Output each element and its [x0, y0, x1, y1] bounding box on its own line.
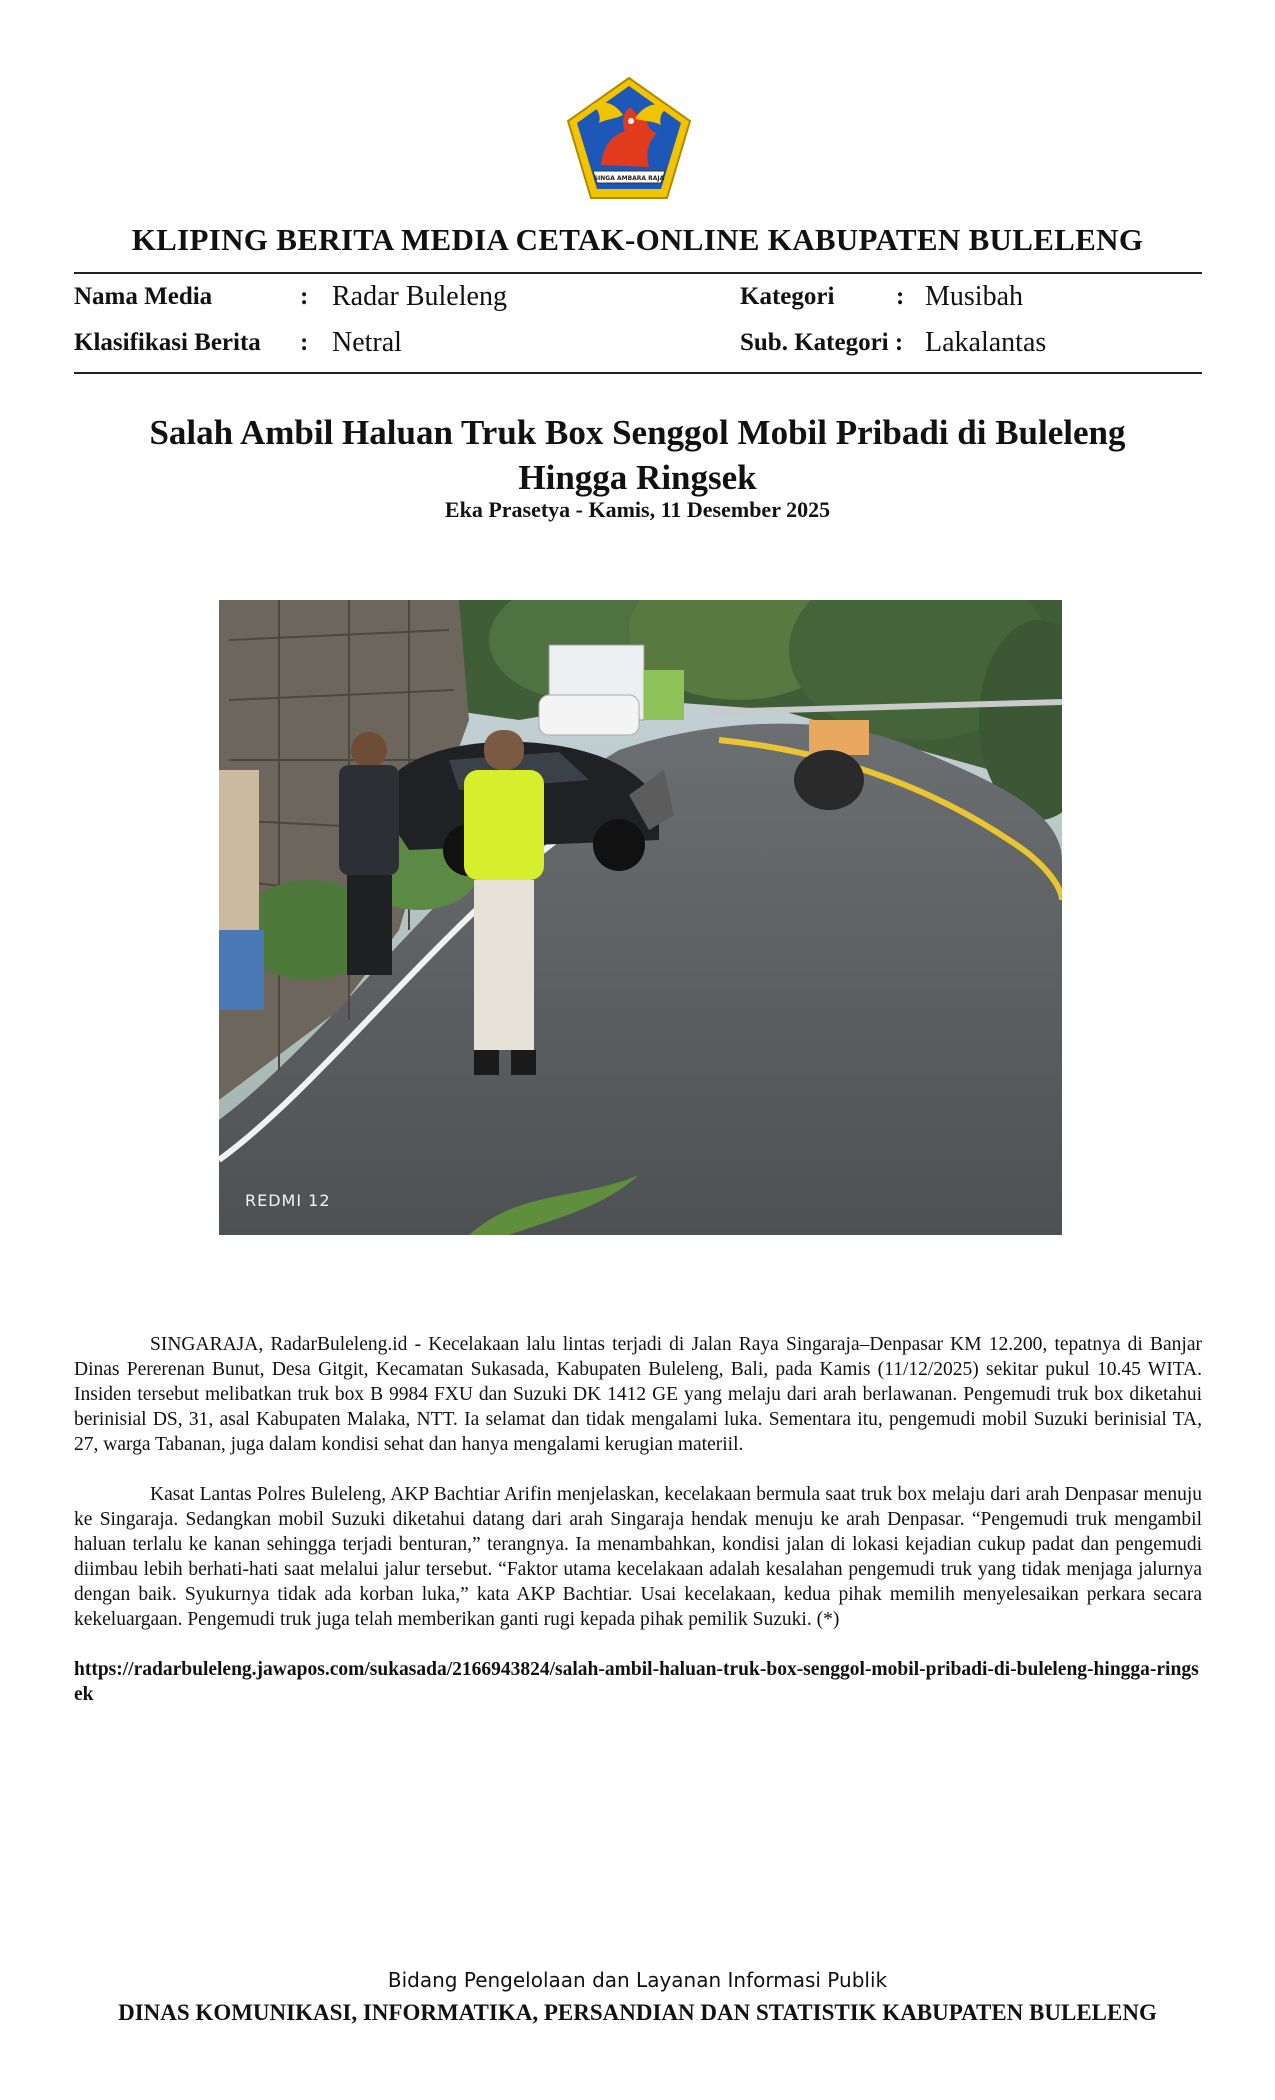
kabupaten-buleleng-logo: [565, 75, 693, 201]
klasifikasi-berita-label: Klasifikasi Berita: [74, 329, 261, 356]
header-divider-top: [74, 272, 1202, 274]
article-body: [74, 1332, 1202, 1657]
article-photo: [219, 600, 1062, 1235]
kategori-value: Musibah: [925, 281, 1023, 312]
klasifikasi-berita-value: Netral: [332, 327, 402, 358]
article-title: Salah Ambil Haluan Truk Box Senggol Mobil Pribadi di Buleleng Hingga Ringsek: [149, 413, 1126, 497]
klasifikasi-berita-colon: :: [300, 329, 309, 356]
kategori-label: Kategori: [740, 283, 835, 310]
header-divider-bottom: [74, 372, 1202, 374]
article-paragraph: Kasat Lantas Polres Buleleng, AKP Bachtiar Arifin menjelaskan, kecelakaan bermula saat truk box melaju dari arah Denpasar menuju ke Singaraja. Sedangkan mobil Suzuki diketahui datang dari arah Singaraja hendak menuju ke arah Denpasar. “Pengemudi truk mengambil haluan terlalu ke kanan sehingga terjadi benturan,” terangnya. Ia menambahkan, kondisi jalan di lokasi kejadian cukup padat dan pengemudi diimbau lebih berhati-hati saat melalui jalur tersebut. “Faktor utama kecelakaan adalah kesalahan pengemudi truk yang tidak menjaga jalurnya dengan baik. Syukurnya tidak ada korban luka,” kata AKP Bachtiar. Usai kecelakaan, kedua pihak memilih menyelesaikan perkara secara kekeluargaan. Pengemudi truk juga telah memberikan ganti rugi kepada pihak pemilik Suzuki. (*): [74, 1484, 1202, 1630]
document-header-title: KLIPING BERITA MEDIA CETAK-ONLINE KABUPATEN BULELENG: [131, 222, 1144, 257]
sub-kategori-value: Lakalantas: [925, 327, 1047, 358]
footer-agency: DINAS KOMUNIKASI, INFORMATIKA, PERSANDIAN DAN STATISTIK KABUPATEN BULELENG: [118, 2000, 1157, 2025]
article-paragraph: SINGARAJA, RadarBuleleng.id - Kecelakaan lalu lintas terjadi di Jalan Raya Singaraja–Denpasar KM 12.200, tepatnya di Banjar Dinas Pererenan Bunut, Desa Gitgit, Kecamatan Sukasada, Kabupaten Buleleng, Bali, pada Kamis (11/12/2025) sekitar pukul 10.45 WITA. Insiden tersebut melibatkan truk box B 9984 FXU dan Suzuki DK 1412 GE yang melaju dari arah berlawanan. Pengemudi truk box diketahui berinisial DS, 31, asal Kabupaten Malaka, NTT. Ia selamat dan tidak mengalami luka. Sementara itu, pengemudi mobil Suzuki berinisial TA, 27, warga Tabanan, juga dalam kondisi sehat dan hanya mengalami kerugian materiil.: [74, 1334, 1202, 1455]
source-url-link[interactable]: https://radarbuleleng.jawapos.com/sukasada/2166943824/salah-ambil-haluan-truk-box-senggol-mobil-pribadi-di-buleleng-hingga-ringsek: [74, 1659, 1199, 1705]
logo-motto: SINGA AMBARA RAJA: [593, 175, 665, 182]
nama-media-value: Radar Buleleng: [332, 281, 507, 312]
article-byline: Eka Prasetya - Kamis, 11 Desember 2025: [444, 497, 831, 522]
nama-media-label: Nama Media: [74, 283, 213, 310]
sub-kategori-label: Sub. Kategori :: [740, 329, 904, 356]
kategori-colon: :: [896, 283, 905, 310]
footer-division: Bidang Pengelolaan dan Layanan Informasi Publik: [387, 1968, 888, 1992]
nama-media-colon: :: [300, 283, 309, 310]
photo-watermark: REDMI 12: [245, 1191, 331, 1210]
